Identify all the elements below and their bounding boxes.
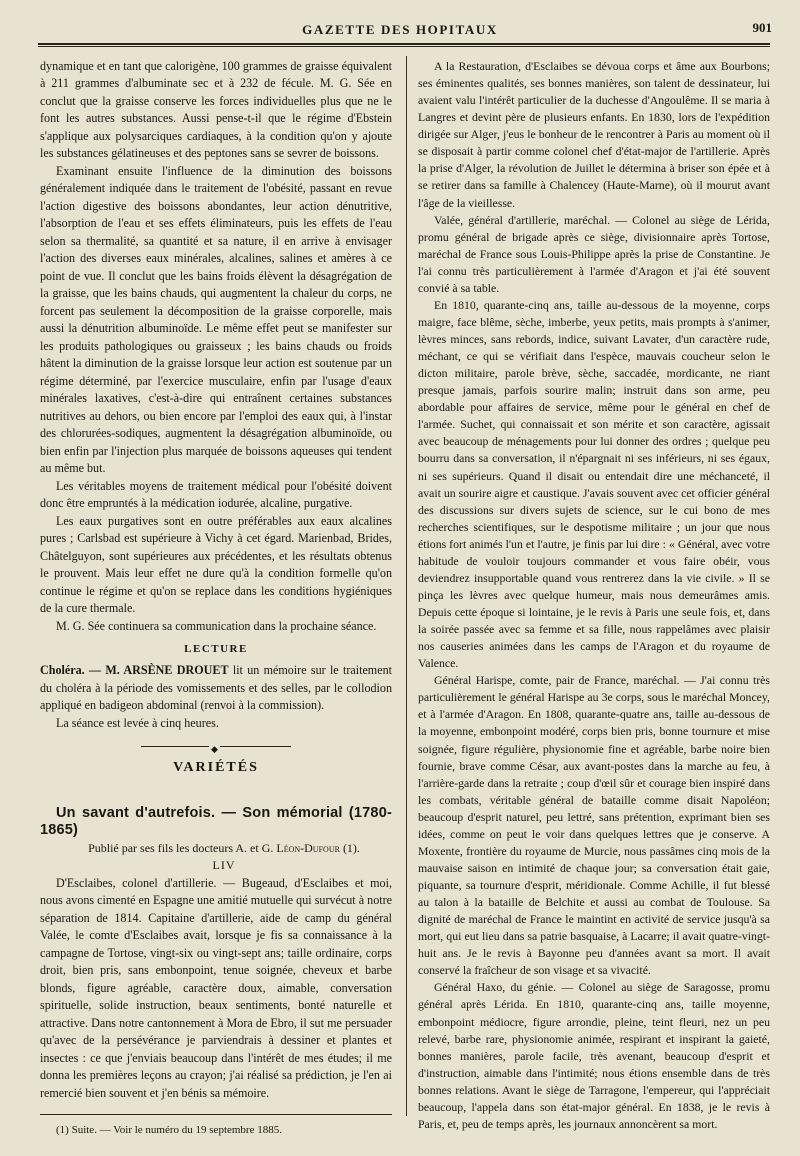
lecture-heading: LECTURE <box>184 642 248 655</box>
varietes-heading: VARIÉTÉS <box>173 760 259 776</box>
paragraph: Les eaux purgatives sont en outre préférables aux eaux alcalines pures ; Carlsbad est supérieure à Vichy à cet égard. Marienbad, Brides, Châtelguyon, sont supérieures aux précédentes, et les résultats obtenus le prouvent. Mais leur effet ne dure qu'à la condition formelle qu'on continue le régime et qu'on se replace dans les conditions hygiéniques de la cure thermale. <box>40 513 392 616</box>
lecture-paragraph <box>40 662 392 714</box>
paragraph: dynamique et en tant que calorigène, 100 grammes de graisse équivalent à 211 grammes d'albuminate sec et à 232 de fécule. M. G. Sée en conclut que la graisse conserve les forces individuelles plus que ne le font les autres substances. Aussi pense-t-il que le régime d'Ebstein s'applique aux polysarciques cardiaques, à la condition qu'on y ajoute les substances gélatineuses et des peptones sans se sevrer de boissons. <box>40 59 392 161</box>
article-section-number: LIV <box>212 858 236 873</box>
ornament-diamond-icon: ◆ <box>209 741 220 758</box>
paragraph: Examinant ensuite l'influence de la diminution des boissons généralement indiquée dans le traitement de l'obésité, passant en revue l'action digestive des boissons abondantes, leur action dénutritive, l'absorption de l'eau et ses effets éliminateurs, puis les effets de l'eau selon sa thermalité, sa quantité et sa nature, il en arrive à envisager l'action des diverses eaux minérales, alcalines, salines et amères à ce point de vue. Il conclut que les bains froids élèvent la désagrégation de la graisse, que les bains chauds, qui augmentent la chaleur du corps, ne forcent pas seulement la décomposition de la graisse corporelle, mais aussi la dénutrition albuminoïde. Le même effet peut se manifester sur les produits pathologiques ou graisseux ; les bains chauds ou froids hâtent la diminution de la graisse lorsque leur action est soutenue par un régime déterminé, par l'exercice musculaire, enfin par l'usage d'eaux minérales laxatives, c'est-à-dire qui entraînent certaines substances nutritives au dehors, ou bien encore par l'emploi des eaux qui, à l'instar des chlorurées-sodiques, augmentent la désagrégation albuminoïde, ou bien enfin par l'injection plus marquée de boissons aqueuses qui tendent au même but. <box>40 163 392 476</box>
page-number: 901 <box>752 20 772 35</box>
footnote: (1) Suite. — Voir le numéro du 19 septembre 1885. <box>56 1124 282 1137</box>
lecture-text: lit un mémoire sur le traitement du choléra à la période des vomissements et des selles, par le collodion appliqué en badigeon abdominal (renvoi à la commission). <box>40 663 392 713</box>
article-sub-name: Léon-Dufour <box>276 840 340 855</box>
right-column <box>418 58 770 1133</box>
column-divider <box>406 56 407 1116</box>
article-sub-prefix: Publié par ses fils les docteurs A. et G. <box>88 840 274 855</box>
paragraph: Général Harispe, comte, pair de France, maréchal. — J'ai connu très particulièrement le général Harispe au 3e corps, sous le maréchal Moncey, et à l'armée d'Aragon. En 1808, quarante-quatre ans, taille au-dessous de la moyenne, embonpoint modéré, corps bien pris, bonne tournure et mise soignée, figure régulière, physionomie fine et agréable, barbe noire bien fournie, brave comme César, aux avant-postes dans la marche au feu, à l'arrière-garde dans la retraite ; coup d'œil sûr et courage bien inspiré dans les combats, véritable général de bataille comme disait Napoléon; beaucoup d'esprit naturel, peu lettré, sans prétention, exprimant bien ses idées, comme on peut le voir dans quelques lettres que je conserve. A Moxente, frontière du royaume de Murcie, nous passâmes cinq mois de la mauvaise saison en intimité de chaque jour; sa conversation était gaie, piquante, sa tournure d'esprit, méridionale. Comme Achille, il fut blessé au talon à la bataille de Belchite et aussi au combat de Toulouse. Sa dignité de maréchal de France le maintint en activité de service jusqu'à sa mort, qui eut lieu dans sa patrie basquaise, à Lacarre; il avait quatre-vingt-huit ans. Je le revis à Bayonne peu d'années avant sa mort. Il avait conservé la fraîcheur de son visage et sa vivacité. <box>418 673 770 978</box>
header-rule <box>38 43 770 47</box>
lecture-lead: Choléra. — <box>40 663 102 678</box>
footnote-rule <box>40 1114 392 1115</box>
paragraph: Général Haxo, du génie. — Colonel au siège de Saragosse, promu général après Lérida. En 1810, quarante-cinq ans, taille moyenne, embonpoint médiocre, figure arrondie, pleine, teint fleuri, nez un peu relevé, barbe rare, physionomie animée, respirant et inspirant la gaieté, bonnes manières, parole facile, très avenant, beaucoup d'esprit et d'instruction, aimable dans l'intimité; nous étions ensemble dans de très bonnes relations. Avant le siège de Tarragone, l'empereur, qui l'appréciait beaucoup, l'appela dans son état-major général. En 1838, je le revis à Paris, et, peu de temps après, les journaux annoncèrent sa mort. <box>418 980 770 1131</box>
left-column <box>40 58 392 1138</box>
paragraph: M. G. Sée continuera sa communication dans la prochaine séance. <box>56 618 377 633</box>
article-title: Un savant d'autrefois. — Son mémorial (1780-1865) <box>40 804 392 839</box>
closing-line: La séance est levée à cinq heures. <box>56 715 219 730</box>
article-sub-note: (1). <box>342 840 360 855</box>
article-subtitle <box>40 840 392 857</box>
paragraph: Les véritables moyens de traitement médical pour l'obésité doivent donc être empruntés à la médication iodurée, alcaline, purgative. <box>40 478 392 511</box>
article-paragraph: D'Esclaibes, colonel d'artillerie. — Bugeaud, d'Esclaibes et moi, nous avons cimenté en Espagne une amitié mutuelle qui survécut à notre séparation de 1814. Capitaine d'artillerie, aide de camp du général Valée, le comte d'Esclaibes avait, lorsque je fis sa connaissance à la campagne de Tortose, vingt-six ou vingt-sept ans; taille ordinaire, corps droit, bien pris, sans embonpoint, tenue soignée, cheveux et barbe blonds, figure agréable, caractère doux, aimable, conversation spirituelle, solide instruction, beaux sentiments, bonté naturelle et attractive. Dans notre cantonnement à Mora de Ebro, il sut me persuader qu'avec de la persévérance je parviendrais à dessiner et plantes et insectes : ce que j'enviais beaucoup dans l'intérêt de mes études; il me donna les premières leçons au crayon; j'ai réalisé sa prédiction, je l'en ai remercié bien souvent et j'en bénis sa mémoire. <box>40 875 392 1100</box>
ornament-divider <box>141 744 291 755</box>
paragraph: Valée, général d'artillerie, maréchal. — Colonel au siège de Lérida, promu général de brigade après ce siège, divisionnaire après Tortose, maréchal de France sous Louis-Philippe après la prise de Constantine. Je l'ai connu très particulièrement à l'armée d'Aragon et j'ai été souvent convié à sa table. <box>418 212 770 295</box>
journal-title: GAZETTE DES HOPITAUX <box>302 22 498 37</box>
lecture-author: M. ARSÈNE DROUET <box>105 663 229 678</box>
paragraph: En 1810, quarante-cinq ans, taille au-dessous de la moyenne, corps maigre, face blême, sèche, imberbe, yeux petits, mais prompts à s'animer, lèvres minces, sans rebords, indice, suivant Lavater, d'un caractère rude, méchant, ce qui se vérifiait dans l'espèce, mauvais coucheur selon le dicton militaire, parole brève, sèche, saccadée, mordicante, ne riant presque jamais, parfois sourire malin; instruit dans son arme, peu abordable pour affaires de service, même pour le général en chef de l'armée. Suchet, qui connaissait et son mérite et son caractère, agissait avec beaucoup de ménagements pour lui donner des ordres ; quelque peu bourru dans sa conversation, il n'épargnait ni ses inférieurs, ni ses égaux, ni ses supérieurs. Quand il disait ou entendait dire une méchanceté, il avait un sourire aigre et caustique. J'avais souvent avec cet officier général des discussions sur divers sujets de science, sur le cui bono de mes recherches scientifiques, sur le despotisme militaire ; un jour que nous étions fort animés l'un et l'autre, je finis par lui dire : « Général, avec votre habitude de vouloir toujours commander et vous faire obéir, vous deviendrez insupportable quand vous rentrerez dans la vie civile. » Il se pinça les lèvres avec quelque humeur, mais nous demeurâmes amis. Depuis cette époque si lointaine, je le revis à Paris une seule fois, et, dans la soirée passée avec sa femme et sa fille, nous rappelâmes avec plaisir nos causeries animées dans les camps de l'Aragon et du royaume de Valence. <box>418 297 770 671</box>
paragraph: A la Restauration, d'Esclaibes se dévoua corps et âme aux Bourbons; ses éminentes qualités, ses bonnes manières, son talent de dessinateur, lui avaient valu l'intérêt particulier de la duchesse d'Angoulême. Il se maria à Langres et devint père de plusieurs enfants. En 1830, lors de l'expédition dirigée sur Alger, j'eus le bonheur de le rencontrer à Paris au moment où il se disposait à partir comme colonel chef d'état-major de l'artillerie. Après la prise d'Alger, la révolution de Juillet le détermina à briser son épée et à se retirer dans sa famille à Chalencey (Haute-Marne), où il mourut avant l'âge de la vieillesse. <box>418 59 770 210</box>
